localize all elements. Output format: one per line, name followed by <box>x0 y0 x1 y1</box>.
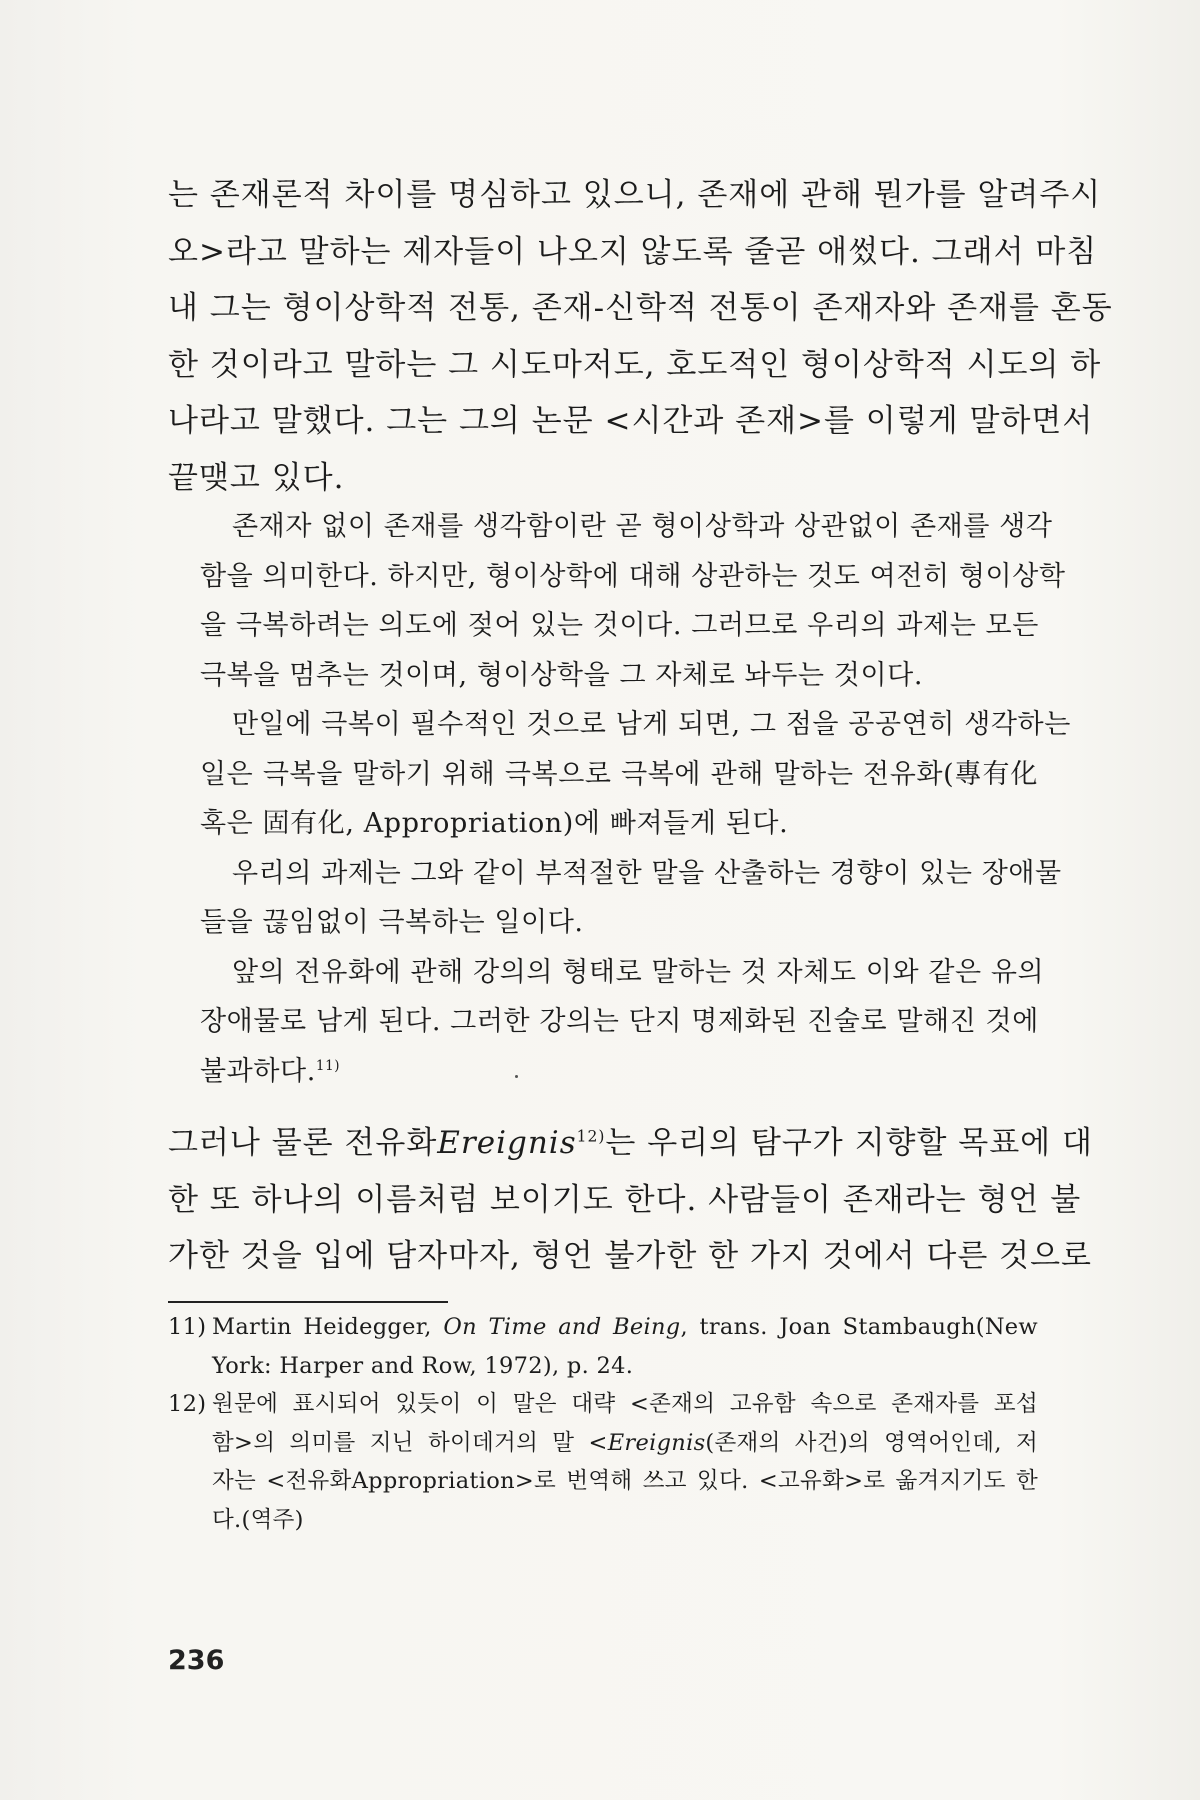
footnote-line: 원문에 표시되어 있듯이 이 말은 대략 <존재의 고유함 속으로 존재자를 포섭 <box>212 1391 1038 1417</box>
footnote-11 <box>168 1308 1038 1385</box>
text-line <box>168 1115 1093 1172</box>
quote-line: 들을 끊임없이 극복하는 일이다. <box>200 907 584 938</box>
footnote-reference-12: 12) <box>576 1127 606 1146</box>
quote-line: 극복을 멈추는 것이며, 형이상학을 그 자체로 놔두는 것이다. <box>200 659 924 691</box>
quote-line: 장애물로 남게 된다. 그러한 강의는 단지 명제화된 진술로 말해진 것에 <box>200 1006 1039 1037</box>
text-line: 는 존재론적 차이를 명심하고 있으니, 존재에 관해 뭔가를 알려주시 <box>168 177 1102 213</box>
footnote-text: , trans. Joan Stambaugh(New <box>680 1314 1038 1340</box>
page-number: 236 <box>168 1645 225 1676</box>
quote-line: 우리의 과제는 그와 같이 부적절한 말을 산출하는 경향이 있는 장애물 <box>232 857 1062 889</box>
footnote-divider <box>168 1301 448 1303</box>
text-line: 한 것이라고 말하는 그 시도마저도, 호도적인 형이상학적 시도의 하 <box>168 346 1102 383</box>
text-line: 끝맺고 있다. <box>168 459 345 496</box>
text-line: 한 또 하나의 이름처럼 보이기도 한다. 사람들이 존재라는 형언 불 <box>168 1181 1082 1218</box>
footnotes <box>168 1308 1038 1539</box>
quote-line: 을 극복하려는 의도에 젖어 있는 것이다. 그러므로 우리의 과제는 모든 <box>200 610 1039 641</box>
quote-line: 만일에 극복이 필수적인 것으로 남게 되면, 그 점을 공공연히 생각하는 <box>232 709 1071 740</box>
scan-speck <box>515 1075 518 1078</box>
body-paragraph-1 <box>168 167 1113 506</box>
quote-line: 일은 극복을 말하기 위해 극복으로 극복에 관해 말하는 전유화(專有化 <box>200 758 1038 790</box>
footnote-number: 11) <box>168 1314 207 1340</box>
text-line: 나라고 말했다. 그는 그의 논문 <시간과 존재>를 이렇게 말하면서 <box>168 403 1094 439</box>
quote-line: 앞의 전유화에 관해 강의의 형태로 말하는 것 자체도 이와 같은 유의 <box>232 956 1045 988</box>
footnote-number: 12) <box>168 1391 207 1417</box>
footnote-book-title: On Time and Being <box>443 1314 681 1340</box>
italic-term: Ereignis <box>607 1429 706 1456</box>
text-fragment: 그러나 물론 전유화 <box>168 1125 438 1161</box>
text-line: 내 그는 형이상학적 전통, 존재-신학적 전통이 존재자와 존재를 혼동 <box>168 290 1113 326</box>
quote-line-text: 불과하다. <box>200 1055 316 1087</box>
text-line: 오>라고 말하는 제자들이 나오지 않도록 줄곧 애썼다. 그래서 마침 <box>168 233 1098 270</box>
quote-line <box>200 1047 1038 1097</box>
text-line: 가한 것을 입에 담자마자, 형언 불가한 한 가지 것에서 다른 것으로 <box>168 1238 1092 1274</box>
body-paragraph-2 <box>168 1115 1093 1285</box>
footnote-line <box>212 1424 1038 1463</box>
quote-line: 존재자 없이 존재를 생각함이란 곧 형이상학과 상관없이 존재를 생각 <box>232 511 1053 542</box>
italic-term: Ereignis <box>437 1125 577 1161</box>
footnote-line: 자는 <전유화Appropriation>로 번역해 쓰고 있다. <고유화>로 옮겨지기도 한 <box>212 1468 1038 1494</box>
footnote-author: Martin Heidegger, <box>212 1314 444 1340</box>
text-fragment: 는 우리의 탐구가 지향할 목표에 대 <box>605 1125 1093 1161</box>
footnote-text: 함>의 의미를 지닌 하이데거의 말 < <box>212 1429 608 1456</box>
quote-line: 혹은 固有化, Appropriation)에 빠져들게 된다. <box>200 808 789 839</box>
footnote-line: York: Harper and Row, 1972), p. 24. <box>212 1352 634 1379</box>
footnote-line: 다.(역주) <box>212 1506 304 1533</box>
footnote-line <box>212 1308 1038 1347</box>
footnote-text: (존재의 사건)의 영역어인데, 저 <box>705 1429 1038 1456</box>
quote-line: 함을 의미한다. 하지만, 형이상학에 대해 상관하는 것도 여전히 형이상학 <box>200 560 1066 592</box>
footnote-12 <box>168 1385 1038 1539</box>
block-quote <box>200 502 1071 1096</box>
footnote-reference-11: 11) <box>315 1057 341 1074</box>
